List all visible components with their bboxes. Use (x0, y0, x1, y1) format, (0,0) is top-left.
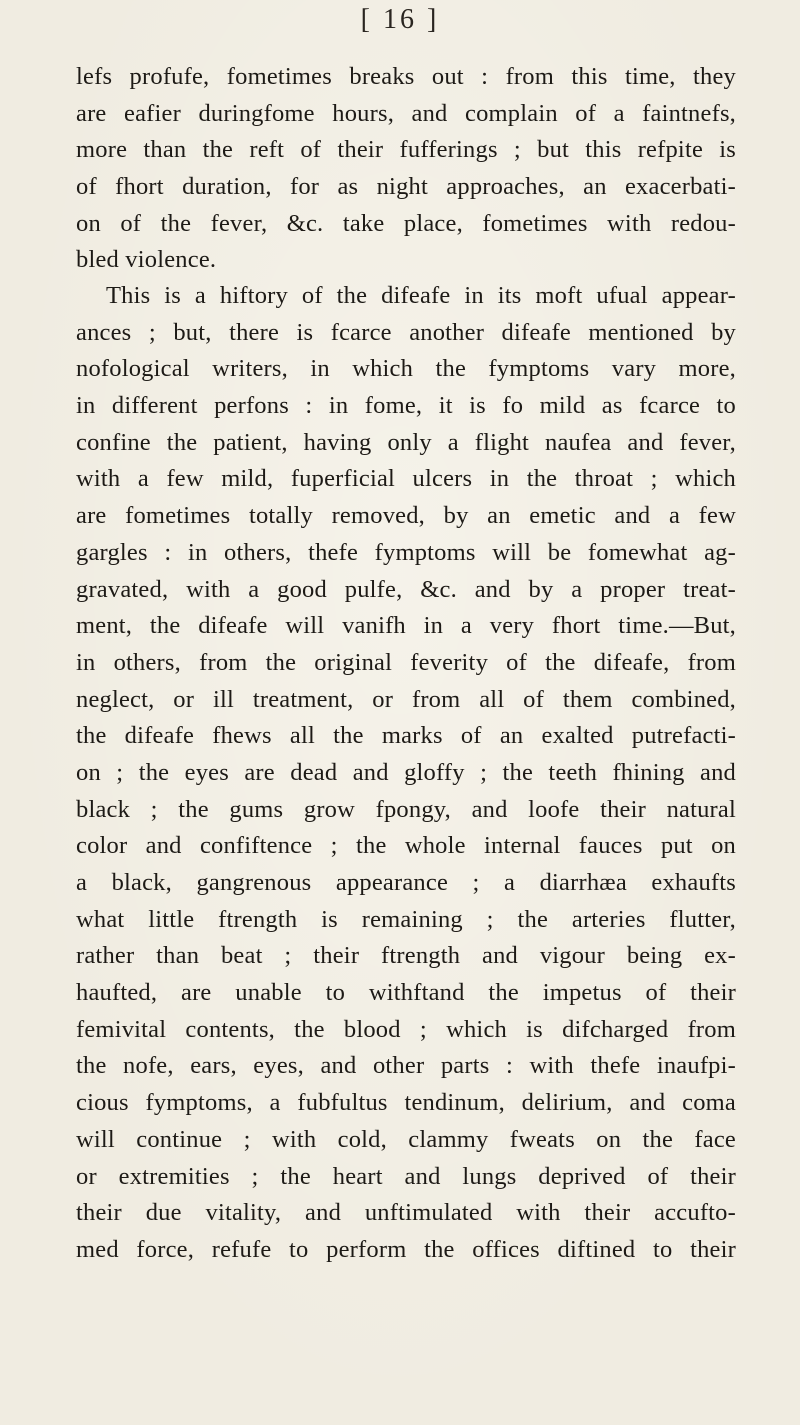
page-number: [ 16 ] (360, 4, 440, 35)
text-line: in different perfons : in fome, it is fo mild as fcarce to (76, 392, 736, 420)
text-line: of fhort duration, for as night approaches, an exacerbati- (76, 173, 736, 201)
text-line: gargles : in others, thefe fymptoms will be fomewhat ag- (76, 538, 736, 566)
text-line: a black, gangrenous appearance ; a diarrhæa exhaufts (76, 869, 736, 896)
text-line: lefs profufe, fometimes breaks out : from this time, they (76, 63, 736, 90)
text-line: in others, from the original feverity of the difeafe, from (76, 648, 736, 676)
text-line: black ; the gums grow fpongy, and loofe their natural (76, 795, 736, 823)
text-line: neglect, or ill treatment, or from all of them combined, (76, 685, 736, 713)
text-line: nofological writers, in which the fymptoms vary more, (76, 355, 736, 383)
text-line: are eafier duringfome hours, and complain of a faintnefs, (76, 99, 736, 127)
paragraph-1 (76, 59, 736, 279)
text-line: are fometimes totally removed, by an emetic and a few (76, 502, 736, 530)
text-line: what little ftrength is remaining ; the arteries flutter, (76, 905, 736, 933)
paragraph-2 (76, 278, 736, 1269)
text-line: on ; the eyes are dead and gloffy ; the teeth fhining and (76, 758, 736, 786)
text-line: will continue ; with cold, clammy fweats on the face (76, 1125, 736, 1153)
text-line: femivital contents, the blood ; which is difcharged from (76, 1015, 736, 1043)
text-line: confine the patient, having only a flight naufea and fever, (76, 428, 736, 456)
text-line: gravated, with a good pulfe, &c. and by a proper treat- (76, 575, 736, 603)
text-line: rather than beat ; their ftrength and vigour being ex- (76, 942, 736, 970)
text-line: cious fymptoms, a fubfultus tendinum, delirium, and coma (76, 1089, 736, 1117)
text-line: with a few mild, fuperficial ulcers in the throat ; which (76, 465, 736, 493)
text-line: ances ; but, there is fcarce another difeafe mentioned by (76, 318, 736, 346)
text-line: more than the reft of their fufferings ; but this refpite is (76, 136, 736, 164)
text-line: ment, the difeafe will vanifh in a very fhort time.—But, (76, 612, 736, 640)
text-line: or extremities ; the heart and lungs deprived of their (76, 1162, 736, 1190)
text-line: haufted, are unable to withftand the impetus of their (76, 979, 736, 1007)
text-line: the nofe, ears, eyes, and other parts : with thefe inaufpi- (76, 1052, 736, 1080)
text-line: on of the fever, &c. take place, fometimes with redou- (76, 209, 736, 237)
text-line: med force, refufe to perform the offices diftined to their (76, 1235, 736, 1263)
text-line: This is a hiftory of the difeafe in its moft ufual appear- (106, 282, 736, 309)
text-line: color and confiftence ; the whole internal fauces put on (76, 832, 736, 860)
text-line: the difeafe fhews all the marks of an exalted putrefacti- (76, 722, 736, 750)
text-line: bled violence. (76, 246, 217, 274)
text-line: their due vitality, and unftimulated with their accufto- (76, 1199, 736, 1227)
